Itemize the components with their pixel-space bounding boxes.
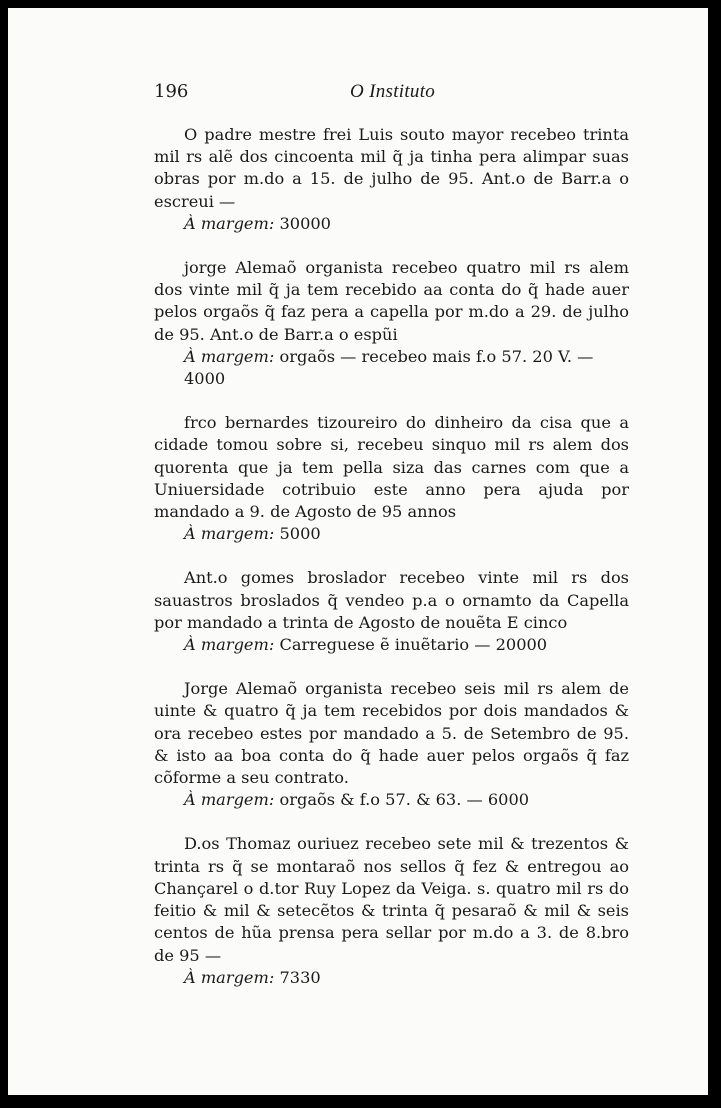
page-header: [154, 81, 629, 107]
margin-note: [154, 213, 629, 235]
margin-note: [154, 967, 629, 989]
margin-label: À margem:: [184, 346, 275, 366]
margin-label: À margem:: [184, 213, 275, 233]
entry: [154, 124, 629, 235]
entry-text: Jorge Alemaõ organista recebeo seis mil rs alem de uinte & quatro q̃ ja tem recebidos por dois mandados & ora recebeo estes por mandado a 5. de Setembro de 95. & isto aa boa conta do q̃ hade auer pelos orgaõs q̃ faz cõforme a seu contrato.: [154, 679, 629, 788]
entry: [154, 257, 629, 390]
margin-value: orgaõs & f.o 57. & 63. — 6000: [279, 790, 530, 810]
entry: [154, 567, 629, 656]
entry: [154, 412, 629, 545]
entry-text: D.os Thomaz ouriuez recebeo sete mil & trezentos & trinta rs q̃ se montaraõ nos sellos q̃ fez & entregou ao Chançarel o d.tor Ruy Lopez da Veiga. s. quatro mil rs do feitio & mil & setecẽtos & trinta q̃ pesaraõ & mil & seis centos de hũa prensa pera sellar por m.do a 3. de 8.bro de 95 —: [154, 834, 629, 965]
margin-note: [154, 634, 629, 656]
margin-label: À margem:: [184, 524, 275, 544]
margin-value: 5000: [279, 524, 321, 544]
running-title: O Instituto: [350, 81, 436, 102]
entry-text: frco bernardes tizoureiro do dinheiro da cisa que a cidade tomou sobre si, recebeu sinquo mil rs alem dos quorenta que ja tem pella siza das carnes com que a Uniuersidade cotribuio este anno pera ajuda por mandado a 9. de Agosto de 95 annos: [154, 413, 629, 522]
document-page: [8, 8, 708, 1095]
entry-text: O padre mestre frei Luis souto mayor recebeo trinta mil rs alẽ dos cincoenta mil q̃ ja tinha pera alimpar suas obras por m.do a 15. de julho de 95. Ant.o de Barr.a o escreui —: [154, 125, 629, 211]
entry-text: jorge Alemaõ organista recebeo quatro mil rs alem dos vinte mil q̃ ja tem recebido aa conta do q̃ hade auer pelos orgaõs q̃ faz pera a capella por m.do a 29. de julho de 95. Ant.o de Barr.a o espũi: [154, 258, 629, 344]
body-text: [154, 124, 629, 1011]
margin-label: À margem:: [184, 635, 275, 655]
margin-value: Carreguese ẽ inuẽtario — 20000: [279, 635, 548, 655]
entry: [154, 678, 629, 811]
margin-value: 7330: [279, 967, 321, 987]
margin-note: [154, 789, 629, 811]
margin-label: À margem:: [184, 967, 275, 987]
margin-note: [154, 523, 629, 545]
margin-value: orgaõs — recebeo mais f.o 57. 20 V. — 4000: [184, 346, 594, 389]
entry: [154, 833, 629, 988]
margin-label: À margem:: [184, 790, 275, 810]
margin-value: 30000: [279, 213, 331, 233]
margin-note: [154, 346, 629, 390]
entry-text: Ant.o gomes broslador recebeo vinte mil rs dos sauastros broslados q̃ vendeo p.a o ornamto da Capella por mandado a trinta de Agosto de nouẽta E cinco: [154, 568, 629, 632]
page-number: 196: [154, 81, 189, 102]
